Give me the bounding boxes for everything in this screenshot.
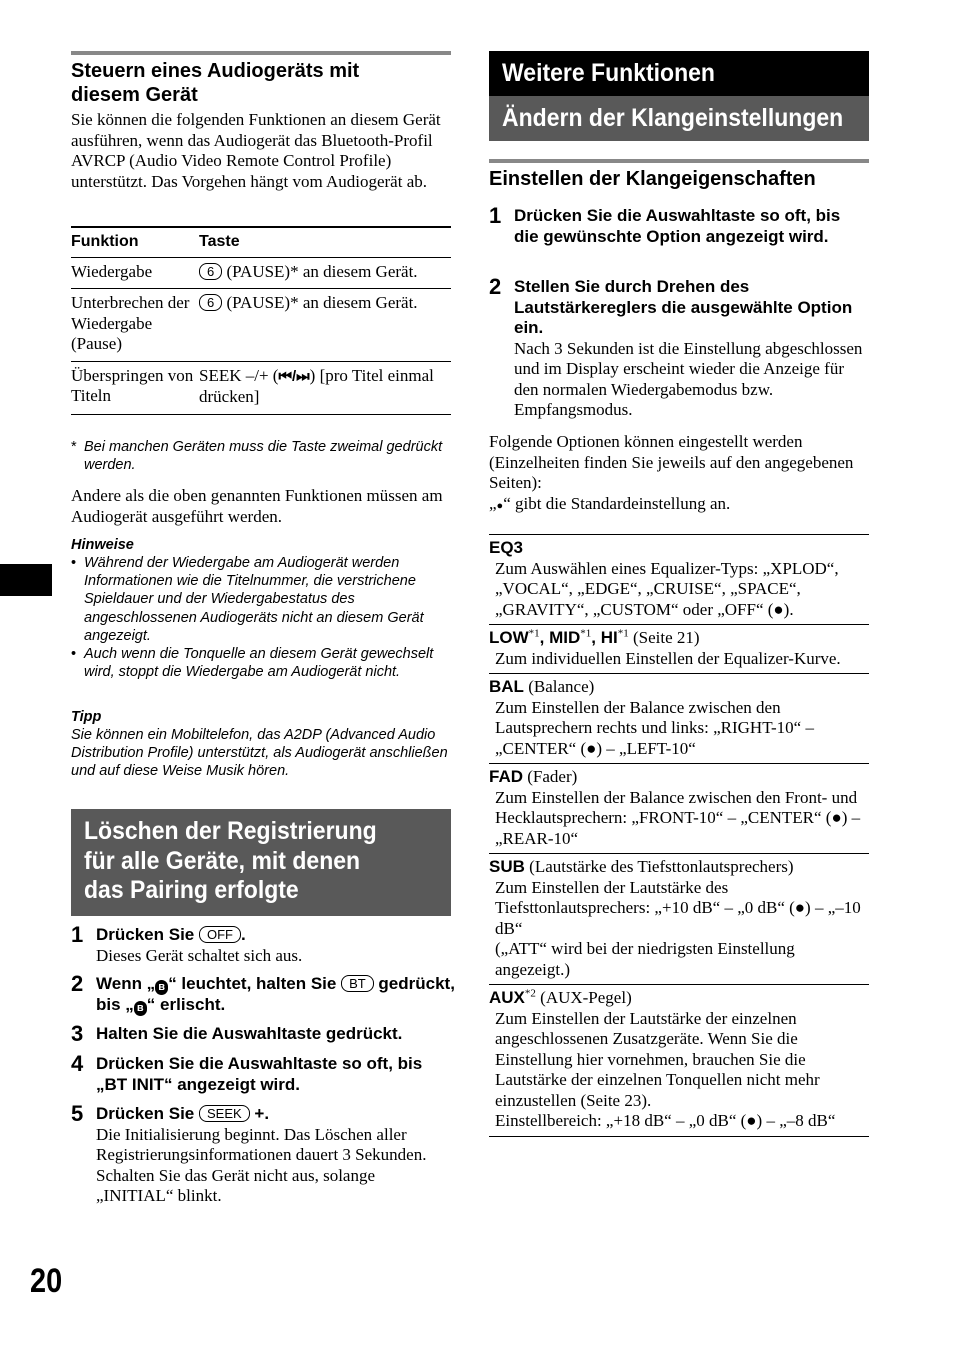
bluetooth-icon: ʙ <box>155 980 168 995</box>
table-cell-function: Unterbrechen der Wiedergabe (Pause) <box>71 289 199 362</box>
banner-subtitle: Ändern der Klangeinstellungen <box>502 104 844 132</box>
section-heading-audio-control: Steuern eines Audiogeräts mit diesem Gerät <box>71 60 360 106</box>
delete-registration-steps <box>71 922 456 1232</box>
option-range: Einstellbereich: „+18 dB“ – „0 dB“ (●) – „–8 dB“ <box>495 1111 836 1130</box>
key-6-button-label: 6 <box>199 294 222 311</box>
option-extra: (Lautstärke des Tiefsttonlautsprechers) <box>524 857 794 876</box>
footnote-ref: *2 <box>524 987 536 1000</box>
option-name: SUB <box>489 857 525 876</box>
step-1: Drücken Sie die Auswahltaste so oft, bis die gewünschte Option angezeigt wird. <box>514 206 841 246</box>
option-desc: Zum Einstellen der Lautstärke des Tiefsttonlautsprechers: „+10 dB“ – „0 dB“ (●) – „–10 dB“ <box>495 877 861 938</box>
note-item: • Auch wenn die Tonquelle an diesem Gerät gewechselt wird, stoppt die Wiedergabe am Audiogerät nicht. <box>71 645 451 681</box>
option-name: LOW <box>489 628 529 647</box>
tipp-title: Tipp <box>71 709 102 725</box>
step-1 <box>96 925 456 966</box>
option-extra: (Seite 21) <box>628 628 700 647</box>
step-2 <box>96 974 456 1016</box>
banner-further-functions <box>489 51 869 96</box>
table-cell-key <box>199 361 451 414</box>
footnote-ref: *1 <box>580 627 592 640</box>
intro-paragraph: Sie können die folgenden Funktionen an diesem Gerät ausführen, wenn das Audiogerät das Bluetooth-Profil AVRCP (Audio Video Remote Control Profile) unterstützt. Das Vorgehen hängt vom Audiogerät ab. <box>71 110 441 191</box>
option-desc: Zum Einstellen der Balance zwischen den Front- und Hecklautsprechern: „FRONT-10“ – „CENTER“ (●) – „REAR-10“ <box>495 787 861 848</box>
table-cell-function: Überspringen von Titeln <box>71 361 199 414</box>
step-number: 2 <box>489 274 502 299</box>
section-tab-marker <box>0 564 52 596</box>
key-rest-text: ) [pro Titel einmal drücken] <box>199 365 434 406</box>
key-rest-text: (PAUSE)* an diesem Gerät. <box>226 261 418 281</box>
option-name: EQ3 <box>489 538 524 557</box>
option-desc: Zum Auswählen eines Equalizer-Typs: „XPLOD“, „VOCAL“, „EDGE“, „CRUISE“, „SPACE“, „GRAVITY“, „CUSTOM“ oder „OFF“ (●). <box>495 558 839 619</box>
option-extra: (Fader) <box>523 767 578 786</box>
key-pre-text: SEEK –/+ ( <box>199 365 279 385</box>
default-note-text: „ <box>489 494 497 513</box>
step-detail: Nach 3 Sekunden ist die Einstellung abgeschlossen und im Display erscheint wieder die Anzeige für den normalen Wiedergabemodus bzw. Empfangsmodus. <box>514 338 863 419</box>
banner-sound-settings <box>489 96 869 141</box>
table-footnote <box>71 438 451 474</box>
step-text: +. <box>249 1104 270 1123</box>
note-item: • Während der Wiedergabe am Audiogerät werden Informationen wie die Titelnummer, die verstrichene Spieldauer und der Wiedergabestatus des angeschlossenen Audiogeräts nicht an diesem Gerät angezeigt. <box>71 554 451 645</box>
option-name: BAL <box>489 677 524 696</box>
option-bal <box>489 674 869 764</box>
option-name: , HI <box>591 628 618 647</box>
default-dot-icon: ● <box>496 500 504 512</box>
step-number: 1 <box>71 922 84 947</box>
key-rest-text: (PAUSE)* an diesem Gerät. <box>226 293 418 312</box>
step-3: Halten Sie die Auswahltaste gedrückt. <box>96 1024 403 1043</box>
option-low-mid-hi <box>489 625 869 674</box>
top-rule-right <box>489 159 869 163</box>
page-number: 20 <box>30 1262 63 1300</box>
seek-key-label: SEEK <box>199 1105 250 1122</box>
footnote-text: Bei manchen Geräten muss die Taste zweimal gedrückt werden. <box>84 439 443 474</box>
step-text: “ erlischt. <box>146 995 226 1014</box>
table-row <box>71 361 451 414</box>
bluetooth-icon: ʙ <box>134 1001 147 1016</box>
step-number: 3 <box>71 1021 84 1046</box>
option-name: AUX <box>489 988 525 1007</box>
step-text: Drücken Sie <box>96 1104 199 1123</box>
option-desc-note: („ATT“ wird bei der niedrigsten Einstellung angezeigt.) <box>495 939 795 979</box>
table-cell-key <box>199 257 451 289</box>
top-rule-left <box>71 51 451 55</box>
options-list <box>489 534 869 1137</box>
step-number: 5 <box>71 1101 84 1126</box>
hinweise-notes <box>71 536 451 681</box>
sound-steps <box>489 203 874 423</box>
section-heading-sound: Einstellen der Klangeigenschaften <box>489 168 816 190</box>
option-eq3 <box>489 535 869 625</box>
footnote-ref: *1 <box>617 627 629 640</box>
table-cell-function: Wiedergabe <box>71 257 199 289</box>
table-header-key: Taste <box>199 227 451 257</box>
option-name: , MID <box>539 628 581 647</box>
option-name: FAD <box>489 767 523 786</box>
step-2 <box>514 277 864 421</box>
step-text: . <box>241 925 246 944</box>
option-desc: Zum individuellen Einstellen der Equalizer-Kurve. <box>495 648 841 668</box>
option-aux <box>489 985 869 1137</box>
table-cell-key <box>199 289 451 362</box>
bt-key-label: BT <box>341 975 374 992</box>
step-detail: Dieses Gerät schaltet sich aus. <box>96 945 303 965</box>
step-detail: Die Initialisierung beginnt. Das Löschen aller Registrierungsinformationen dauert 3 Sekunden. Schalten Sie das Gerät nicht aus, solange „INITIAL“ blinkt. <box>96 1124 427 1205</box>
option-desc: Zum Einstellen der Balance zwischen den Lautsprechern rechts und links: „RIGHT-10“ – „CENTER“ (●) – „LEFT-10“ <box>495 697 814 758</box>
skip-track-icon: ⏮/⏭ <box>278 367 310 385</box>
step-number: 2 <box>71 971 84 996</box>
table-row <box>71 257 451 289</box>
default-note <box>489 494 869 517</box>
step-text: gedrückt, bis „ <box>96 974 455 1014</box>
step-text: Wenn „ <box>96 974 156 993</box>
hinweise-title: Hinweise <box>71 537 134 553</box>
footnote-ref: *1 <box>528 627 540 640</box>
options-intro: Folgende Optionen können eingestellt werden (Einzelheiten finden Sie jeweils auf den angegebenen Seiten): <box>489 432 854 492</box>
function-table <box>71 226 451 415</box>
after-table-paragraph: Andere als die oben genannten Funktionen müssen am Audiogerät ausgeführt werden. <box>71 486 443 526</box>
option-desc: Zum Einstellen der Lautstärke der einzelnen angeschlossenen Zusatzgeräte. Wenn Sie die Einstellung hier vornehmen, brauchen Sie die Lautstärke der einzelnen Tonquellen nicht mehr einzustellen (Seite 23). <box>495 1008 820 1110</box>
table-header-row <box>71 227 451 257</box>
step-text: Stellen Sie durch Drehen des Lautstärkereglers die ausgewählte Option ein. <box>514 277 853 337</box>
step-text: Drücken Sie <box>96 925 199 944</box>
key-6-button-label: 6 <box>199 263 222 280</box>
section-banner-delete-registration <box>71 809 451 916</box>
off-key-label: OFF <box>199 926 241 943</box>
option-extra: (AUX-Pegel) <box>535 988 632 1007</box>
footnote-mark: * <box>71 439 77 455</box>
step-text: “ leuchtet, halten Sie <box>168 974 342 993</box>
step-number: 4 <box>71 1051 84 1076</box>
default-note-text: “ gibt die Standardeinstellung an. <box>503 494 731 513</box>
option-extra: (Balance) <box>523 677 595 696</box>
banner-title: Weitere Funktionen <box>502 59 715 87</box>
table-header-function: Funktion <box>71 227 199 257</box>
step-number: 1 <box>489 203 502 228</box>
banner-title: Löschen der Registrierung für alle Geräte, mit denen das Pairing erfolgte <box>84 817 377 904</box>
tipp-note <box>71 708 451 781</box>
step-4: Drücken Sie die Auswahltaste so oft, bis „BT INIT“ angezeigt wird. <box>96 1054 423 1094</box>
option-fad <box>489 764 869 854</box>
option-sub <box>489 854 869 985</box>
step-5 <box>96 1104 456 1207</box>
table-row <box>71 289 451 362</box>
tipp-text: Sie können ein Mobiltelefon, das A2DP (Advanced Audio Distribution Profile) unterstützt, als Audiogerät anschließen und auf diese Weise Musik hören. <box>71 727 448 780</box>
